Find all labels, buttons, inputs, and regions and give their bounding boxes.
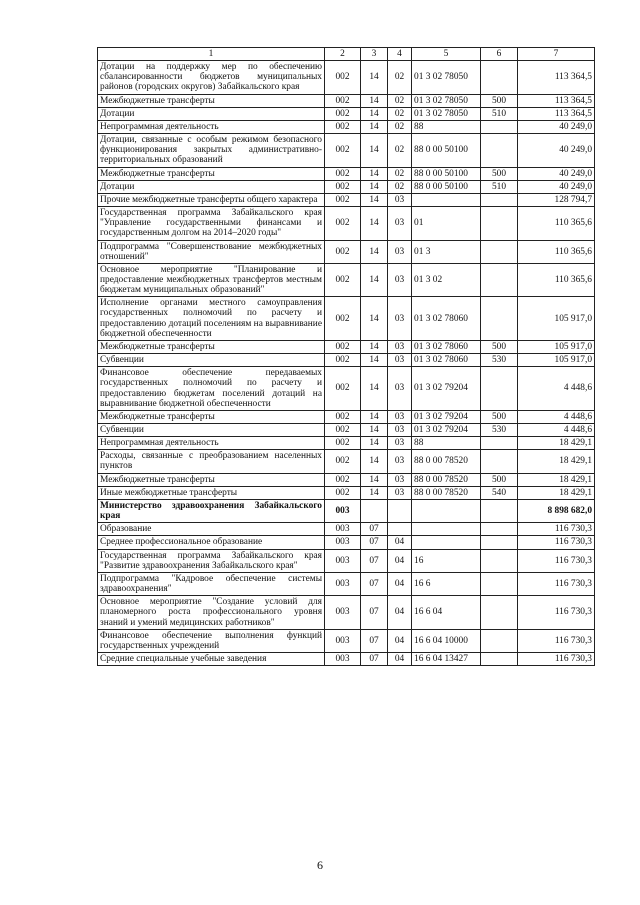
cell-expense-type: [481, 134, 518, 167]
table-row: [98, 207, 595, 240]
cell-amount: 116 730,3: [518, 652, 595, 665]
table-row: [98, 486, 595, 499]
table-row: [98, 499, 595, 522]
cell-section-code: 14: [361, 263, 388, 296]
cell-section-code: 14: [361, 410, 388, 423]
header-cell: 7: [518, 48, 595, 61]
cell-name: Межбюджетные трансферты: [98, 410, 325, 423]
table-row: [98, 596, 595, 629]
cell-expense-type: [481, 572, 518, 595]
cell-section-code: 14: [361, 450, 388, 473]
cell-ministry-code: 002: [325, 354, 361, 367]
cell-target-code: [412, 193, 481, 206]
cell-section-code: 14: [361, 120, 388, 133]
cell-name: Средние специальные учебные заведения: [98, 652, 325, 665]
cell-section-code: 14: [361, 167, 388, 180]
table-row: [98, 424, 595, 437]
cell-ministry-code: 002: [325, 107, 361, 120]
cell-subsection-code: 02: [388, 167, 412, 180]
cell-expense-type: 530: [481, 424, 518, 437]
cell-section-code: 14: [361, 437, 388, 450]
table-row: [98, 354, 595, 367]
cell-amount: 113 364,5: [518, 94, 595, 107]
cell-subsection-code: 02: [388, 134, 412, 167]
cell-name: Подпрограмма "Кадровое обеспечение системы здравоохранения": [98, 572, 325, 595]
cell-name: Межбюджетные трансферты: [98, 167, 325, 180]
cell-name: Межбюджетные трансферты: [98, 340, 325, 353]
cell-target-code: [412, 523, 481, 536]
table-row: [98, 297, 595, 341]
cell-ministry-code: 002: [325, 437, 361, 450]
cell-target-code: 01 3 02 79204: [412, 367, 481, 411]
cell-section-code: 14: [361, 473, 388, 486]
cell-target-code: 01 3 02 78060: [412, 297, 481, 341]
cell-ministry-code: 003: [325, 499, 361, 522]
cell-amount: 40 249,0: [518, 180, 595, 193]
table-body: [98, 48, 595, 666]
cell-section-code: 14: [361, 340, 388, 353]
cell-name: Субвенции: [98, 354, 325, 367]
cell-ministry-code: 003: [325, 549, 361, 572]
table-row: [98, 180, 595, 193]
cell-target-code: 01 3 02 78050: [412, 61, 481, 94]
cell-amount: 116 730,3: [518, 572, 595, 595]
cell-amount: 40 249,0: [518, 167, 595, 180]
cell-subsection-code: 02: [388, 61, 412, 94]
cell-ministry-code: 002: [325, 193, 361, 206]
cell-name: Финансовое обеспечение передаваемых государственных полномочий по расчету и предоставлению бюджетам поселений дотаций на выравнивание бюджетной обеспеченности: [98, 367, 325, 411]
cell-ministry-code: 002: [325, 207, 361, 240]
cell-name: Межбюджетные трансферты: [98, 473, 325, 486]
cell-target-code: [412, 499, 481, 522]
cell-amount: 116 730,3: [518, 629, 595, 652]
cell-target-code: 88: [412, 120, 481, 133]
cell-section-code: 14: [361, 424, 388, 437]
table-header-row: [98, 48, 595, 61]
header-cell: 3: [361, 48, 388, 61]
table-row: [98, 193, 595, 206]
table-row: [98, 410, 595, 423]
cell-subsection-code: 04: [388, 549, 412, 572]
budget-table: [97, 47, 595, 666]
cell-amount: 113 364,5: [518, 107, 595, 120]
cell-amount: 116 730,3: [518, 523, 595, 536]
cell-ministry-code: 003: [325, 652, 361, 665]
cell-ministry-code: 003: [325, 536, 361, 549]
cell-subsection-code: 04: [388, 596, 412, 629]
cell-subsection-code: 03: [388, 450, 412, 473]
table-row: [98, 652, 595, 665]
cell-section-code: 14: [361, 61, 388, 94]
cell-amount: 105 917,0: [518, 340, 595, 353]
cell-amount: 110 365,6: [518, 240, 595, 263]
cell-section-code: 14: [361, 193, 388, 206]
cell-ministry-code: 003: [325, 596, 361, 629]
cell-name: Государственная программа Забайкальского края "Управление государственными финансами и государственным долгом на 2014–2020 годы": [98, 207, 325, 240]
cell-subsection-code: [388, 499, 412, 522]
cell-ministry-code: 002: [325, 134, 361, 167]
cell-subsection-code: 02: [388, 94, 412, 107]
cell-expense-type: 530: [481, 354, 518, 367]
cell-section-code: 14: [361, 94, 388, 107]
header-cell: 4: [388, 48, 412, 61]
table-row: [98, 94, 595, 107]
table-row: [98, 473, 595, 486]
cell-section-code: 07: [361, 629, 388, 652]
cell-expense-type: [481, 549, 518, 572]
cell-section-code: 14: [361, 134, 388, 167]
cell-section-code: 07: [361, 523, 388, 536]
cell-name: Дотации на поддержку мер по обеспечению сбалансированности бюджетов муниципальных районов (городских округов) Забайкальского края: [98, 61, 325, 94]
cell-amount: 18 429,1: [518, 473, 595, 486]
cell-amount: 110 365,6: [518, 207, 595, 240]
cell-name: Межбюджетные трансферты: [98, 94, 325, 107]
cell-section-code: 07: [361, 572, 388, 595]
cell-subsection-code: 03: [388, 240, 412, 263]
page-number: 6: [317, 858, 323, 872]
cell-expense-type: [481, 207, 518, 240]
cell-ministry-code: 002: [325, 180, 361, 193]
cell-section-code: 14: [361, 107, 388, 120]
cell-section-code: 14: [361, 207, 388, 240]
cell-expense-type: [481, 193, 518, 206]
cell-section-code: 07: [361, 652, 388, 665]
cell-name: Основное мероприятие "Планирование и предоставление межбюджетных трансфертов местным бюджетам муниципальных образований": [98, 263, 325, 296]
cell-target-code: 88: [412, 437, 481, 450]
cell-subsection-code: 03: [388, 486, 412, 499]
cell-subsection-code: 04: [388, 572, 412, 595]
cell-ministry-code: 002: [325, 340, 361, 353]
cell-ministry-code: 002: [325, 424, 361, 437]
cell-subsection-code: 03: [388, 297, 412, 341]
cell-name: Подпрограмма "Совершенствование межбюджетных отношений": [98, 240, 325, 263]
table-row: [98, 107, 595, 120]
table-row: [98, 572, 595, 595]
cell-subsection-code: 03: [388, 424, 412, 437]
cell-subsection-code: 02: [388, 120, 412, 133]
header-cell: 5: [412, 48, 481, 61]
table-row: [98, 61, 595, 94]
cell-name: Государственная программа Забайкальского края "Развитие здравоохранения Забайкальского края": [98, 549, 325, 572]
cell-expense-type: [481, 120, 518, 133]
cell-target-code: 01 3 02 78060: [412, 340, 481, 353]
cell-target-code: 16 6 04 10000: [412, 629, 481, 652]
cell-amount: 18 429,1: [518, 486, 595, 499]
cell-ministry-code: 002: [325, 94, 361, 107]
cell-amount: 105 917,0: [518, 354, 595, 367]
cell-name: Расходы, связанные с преобразованием населенных пунктов: [98, 450, 325, 473]
header-cell: 1: [98, 48, 325, 61]
cell-target-code: 01 3 02: [412, 263, 481, 296]
cell-expense-type: [481, 61, 518, 94]
cell-target-code: 88 0 00 50100: [412, 180, 481, 193]
table-row: [98, 437, 595, 450]
cell-section-code: 14: [361, 486, 388, 499]
header-cell: 2: [325, 48, 361, 61]
cell-target-code: 01 3 02 79204: [412, 410, 481, 423]
cell-target-code: 01 3 02 79204: [412, 424, 481, 437]
cell-name: Финансовое обеспечение выполнения функций государственных учреждений: [98, 629, 325, 652]
cell-name: Дотации, связанные с особым режимом безопасного функционирования закрытых административно-территориальных образований: [98, 134, 325, 167]
table-row: [98, 523, 595, 536]
cell-ministry-code: 002: [325, 410, 361, 423]
cell-expense-type: [481, 263, 518, 296]
table-row: [98, 120, 595, 133]
cell-amount: 8 898 682,0: [518, 499, 595, 522]
table-row: [98, 167, 595, 180]
table-row: [98, 629, 595, 652]
cell-name: Иные межбюджетные трансферты: [98, 486, 325, 499]
cell-expense-type: 510: [481, 180, 518, 193]
cell-subsection-code: 03: [388, 410, 412, 423]
cell-amount: 105 917,0: [518, 297, 595, 341]
cell-ministry-code: 002: [325, 61, 361, 94]
cell-ministry-code: 003: [325, 572, 361, 595]
cell-ministry-code: 002: [325, 367, 361, 411]
cell-subsection-code: 03: [388, 263, 412, 296]
cell-expense-type: [481, 450, 518, 473]
cell-amount: 4 448,6: [518, 367, 595, 411]
cell-name: Среднее профессиональное образование: [98, 536, 325, 549]
cell-ministry-code: 003: [325, 523, 361, 536]
cell-target-code: 01 3 02 78050: [412, 94, 481, 107]
cell-ministry-code: 003: [325, 629, 361, 652]
cell-ministry-code: 002: [325, 263, 361, 296]
cell-ministry-code: 002: [325, 297, 361, 341]
cell-target-code: 01 3: [412, 240, 481, 263]
cell-amount: 128 794,7: [518, 193, 595, 206]
cell-target-code: 01 3 02 78050: [412, 107, 481, 120]
cell-subsection-code: 04: [388, 536, 412, 549]
table-row: [98, 367, 595, 411]
cell-target-code: [412, 536, 481, 549]
cell-subsection-code: 03: [388, 437, 412, 450]
cell-amount: 116 730,3: [518, 549, 595, 572]
cell-expense-type: 500: [481, 94, 518, 107]
cell-expense-type: [481, 367, 518, 411]
cell-section-code: 07: [361, 549, 388, 572]
cell-name: Прочие межбюджетные трансферты общего характера: [98, 193, 325, 206]
cell-ministry-code: 002: [325, 167, 361, 180]
cell-amount: 18 429,1: [518, 437, 595, 450]
cell-name: Непрограммная деятельность: [98, 437, 325, 450]
cell-section-code: 14: [361, 240, 388, 263]
cell-section-code: 14: [361, 180, 388, 193]
table-row: [98, 536, 595, 549]
cell-amount: 4 448,6: [518, 410, 595, 423]
cell-target-code: 88 0 00 50100: [412, 134, 481, 167]
cell-subsection-code: 03: [388, 473, 412, 486]
cell-name: Образование: [98, 523, 325, 536]
cell-expense-type: [481, 536, 518, 549]
cell-subsection-code: 03: [388, 193, 412, 206]
cell-ministry-code: 002: [325, 450, 361, 473]
cell-expense-type: 500: [481, 410, 518, 423]
table-row: [98, 240, 595, 263]
cell-subsection-code: 03: [388, 354, 412, 367]
cell-section-code: 14: [361, 297, 388, 341]
cell-expense-type: [481, 652, 518, 665]
cell-section-code: 07: [361, 536, 388, 549]
cell-name: Министерство здравоохранения Забайкальского края: [98, 499, 325, 522]
cell-amount: 116 730,3: [518, 596, 595, 629]
cell-target-code: 16 6 04 13427: [412, 652, 481, 665]
cell-name: Основное мероприятие "Создание условий для планомерного роста профессионального уровня знаний и умений медицинских работников": [98, 596, 325, 629]
cell-ministry-code: 002: [325, 486, 361, 499]
cell-target-code: 16 6 04: [412, 596, 481, 629]
cell-amount: 18 429,1: [518, 450, 595, 473]
header-cell: 6: [481, 48, 518, 61]
cell-name: Субвенции: [98, 424, 325, 437]
table-row: [98, 340, 595, 353]
cell-section-code: 07: [361, 596, 388, 629]
cell-amount: 40 249,0: [518, 134, 595, 167]
cell-target-code: 88 0 00 78520: [412, 486, 481, 499]
cell-expense-type: [481, 629, 518, 652]
cell-subsection-code: [388, 523, 412, 536]
cell-subsection-code: 04: [388, 629, 412, 652]
cell-subsection-code: 03: [388, 207, 412, 240]
cell-expense-type: 540: [481, 486, 518, 499]
cell-expense-type: [481, 240, 518, 263]
cell-subsection-code: 02: [388, 107, 412, 120]
cell-target-code: 01 3 02 78060: [412, 354, 481, 367]
cell-expense-type: [481, 523, 518, 536]
table-row: [98, 134, 595, 167]
cell-subsection-code: 02: [388, 180, 412, 193]
table-row: [98, 450, 595, 473]
cell-name: Дотации: [98, 107, 325, 120]
cell-subsection-code: 03: [388, 367, 412, 411]
cell-target-code: 88 0 00 50100: [412, 167, 481, 180]
cell-expense-type: 500: [481, 340, 518, 353]
cell-ministry-code: 002: [325, 240, 361, 263]
cell-expense-type: [481, 297, 518, 341]
cell-ministry-code: 002: [325, 473, 361, 486]
cell-subsection-code: 03: [388, 340, 412, 353]
table-row: [98, 263, 595, 296]
cell-expense-type: 500: [481, 167, 518, 180]
cell-amount: 113 364,5: [518, 61, 595, 94]
cell-target-code: 88 0 00 78520: [412, 450, 481, 473]
cell-expense-type: [481, 596, 518, 629]
cell-amount: 4 448,6: [518, 424, 595, 437]
cell-expense-type: 510: [481, 107, 518, 120]
cell-name: Исполнение органами местного самоуправления государственных полномочий по расчету и предоставлению дотаций поселениям на выравнивание бюджетной обеспеченности: [98, 297, 325, 341]
cell-amount: 116 730,3: [518, 536, 595, 549]
cell-subsection-code: 04: [388, 652, 412, 665]
table-row: [98, 549, 595, 572]
cell-ministry-code: 002: [325, 120, 361, 133]
cell-expense-type: [481, 437, 518, 450]
cell-section-code: 14: [361, 367, 388, 411]
cell-target-code: 16: [412, 549, 481, 572]
cell-amount: 110 365,6: [518, 263, 595, 296]
cell-name: Непрограммная деятельность: [98, 120, 325, 133]
cell-target-code: 16 6: [412, 572, 481, 595]
cell-section-code: [361, 499, 388, 522]
cell-name: Дотации: [98, 180, 325, 193]
cell-section-code: 14: [361, 354, 388, 367]
cell-target-code: 88 0 00 78520: [412, 473, 481, 486]
cell-target-code: 01: [412, 207, 481, 240]
cell-expense-type: [481, 499, 518, 522]
cell-amount: 40 249,0: [518, 120, 595, 133]
cell-expense-type: 500: [481, 473, 518, 486]
